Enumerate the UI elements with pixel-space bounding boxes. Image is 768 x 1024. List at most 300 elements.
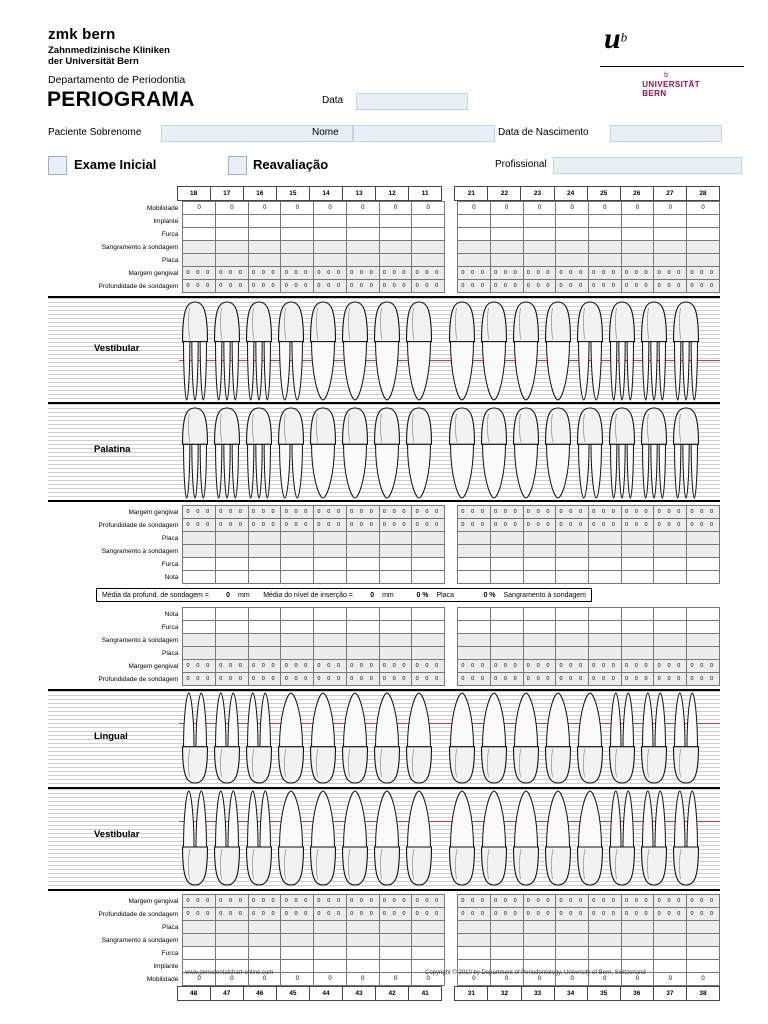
measurement-cell[interactable] — [412, 634, 445, 647]
measurement-cell[interactable] — [523, 241, 556, 254]
measurement-cell[interactable] — [314, 960, 347, 973]
measurement-cell[interactable]: 0 0 0 — [490, 506, 523, 519]
measurement-cell[interactable]: 0 0 0 — [621, 267, 654, 280]
measurement-cell[interactable] — [314, 921, 347, 934]
measurement-cell[interactable]: 0 0 0 — [588, 673, 621, 686]
measurement-cell[interactable] — [621, 254, 654, 267]
measurement-cell[interactable]: 0 — [458, 973, 491, 986]
measurement-cell[interactable] — [588, 254, 621, 267]
measurement-cell[interactable]: 0 0 0 — [314, 908, 347, 921]
measurement-cell[interactable]: 0 0 0 — [379, 895, 412, 908]
measurement-cell[interactable]: 0 — [346, 202, 379, 215]
measurement-cell[interactable] — [379, 571, 412, 584]
measurement-cell[interactable] — [346, 921, 379, 934]
measurement-cell[interactable]: 0 0 0 — [346, 280, 379, 293]
measurement-cell[interactable] — [281, 254, 314, 267]
measurement-cell[interactable]: 0 0 0 — [687, 267, 720, 280]
measurement-cell[interactable] — [654, 634, 687, 647]
measurement-cell[interactable] — [556, 634, 589, 647]
tooth-number[interactable]: 12 — [376, 187, 409, 201]
measurement-cell[interactable] — [556, 545, 589, 558]
measurement-cell[interactable] — [183, 647, 216, 660]
measurement-cell[interactable]: 0 — [379, 202, 412, 215]
measurement-cell[interactable] — [588, 934, 621, 947]
measurement-cell[interactable] — [654, 960, 687, 973]
measurement-cell[interactable] — [490, 621, 523, 634]
measurement-cell[interactable]: 0 — [523, 973, 556, 986]
tooth-number[interactable]: 28 — [686, 187, 719, 201]
measurement-cell[interactable] — [314, 934, 347, 947]
measurement-cell[interactable]: 0 0 0 — [248, 519, 281, 532]
measurement-cell[interactable] — [281, 647, 314, 660]
measurement-cell[interactable] — [556, 532, 589, 545]
measurement-cell[interactable] — [490, 934, 523, 947]
measurement-cell[interactable] — [412, 545, 445, 558]
measurement-cell[interactable]: 0 — [248, 202, 281, 215]
measurement-cell[interactable] — [654, 545, 687, 558]
measurement-cell[interactable] — [458, 634, 491, 647]
measurement-cell[interactable] — [654, 934, 687, 947]
tooth-number[interactable]: 34 — [554, 987, 587, 1001]
measurement-cell[interactable] — [458, 228, 491, 241]
measurement-cell[interactable]: 0 0 0 — [281, 908, 314, 921]
tooth-number[interactable]: 37 — [653, 987, 686, 1001]
measurement-cell[interactable] — [588, 241, 621, 254]
measurement-cell[interactable]: 0 0 0 — [588, 519, 621, 532]
measurement-cell[interactable] — [621, 545, 654, 558]
measurement-cell[interactable] — [523, 621, 556, 634]
measurement-cell[interactable] — [458, 558, 491, 571]
measurement-cell[interactable]: 0 0 0 — [183, 506, 216, 519]
measurement-cell[interactable] — [490, 921, 523, 934]
tooth-number[interactable]: 17 — [210, 187, 243, 201]
measurement-cell[interactable] — [412, 241, 445, 254]
measurement-cell[interactable] — [654, 228, 687, 241]
measurement-cell[interactable] — [458, 947, 491, 960]
measurement-cell[interactable] — [281, 558, 314, 571]
measurement-cell[interactable] — [523, 647, 556, 660]
measurement-cell[interactable]: 0 0 0 — [621, 660, 654, 673]
measurement-cell[interactable] — [621, 215, 654, 228]
measurement-cell[interactable] — [314, 545, 347, 558]
measurement-cell[interactable] — [248, 241, 281, 254]
measurement-cell[interactable] — [687, 571, 720, 584]
measurement-cell[interactable]: 0 0 0 — [556, 895, 589, 908]
measurement-cell[interactable] — [216, 608, 249, 621]
measurement-cell[interactable] — [248, 532, 281, 545]
measurement-cell[interactable]: 0 — [281, 202, 314, 215]
measurement-cell[interactable]: 0 0 0 — [621, 673, 654, 686]
measurement-cell[interactable] — [490, 215, 523, 228]
measurement-cell[interactable] — [687, 647, 720, 660]
measurement-cell[interactable]: 0 0 0 — [490, 660, 523, 673]
measurement-cell[interactable] — [314, 228, 347, 241]
measurement-cell[interactable]: 0 — [621, 973, 654, 986]
measurement-cell[interactable] — [248, 608, 281, 621]
measurement-cell[interactable]: 0 0 0 — [490, 895, 523, 908]
tooth-number[interactable]: 36 — [620, 987, 653, 1001]
measurement-cell[interactable] — [248, 558, 281, 571]
measurement-cell[interactable] — [216, 934, 249, 947]
measurement-cell[interactable] — [281, 545, 314, 558]
measurement-cell[interactable] — [621, 947, 654, 960]
tooth-number[interactable]: 18 — [177, 187, 210, 201]
measurement-cell[interactable] — [588, 228, 621, 241]
measurement-cell[interactable] — [556, 921, 589, 934]
measurement-cell[interactable] — [379, 960, 412, 973]
measurement-cell[interactable]: 0 0 0 — [523, 908, 556, 921]
measurement-cell[interactable] — [216, 921, 249, 934]
measurement-cell[interactable] — [523, 934, 556, 947]
measurement-cell[interactable]: 0 0 0 — [216, 519, 249, 532]
measurement-cell[interactable]: 0 0 0 — [412, 519, 445, 532]
measurement-cell[interactable]: 0 0 0 — [523, 506, 556, 519]
measurement-cell[interactable] — [314, 254, 347, 267]
measurement-cell[interactable]: 0 0 0 — [490, 267, 523, 280]
measurement-cell[interactable]: 0 0 0 — [588, 506, 621, 519]
measurement-cell[interactable] — [621, 608, 654, 621]
measurement-cell[interactable] — [281, 532, 314, 545]
measurement-cell[interactable] — [248, 228, 281, 241]
measurement-cell[interactable]: 0 0 0 — [687, 673, 720, 686]
measurement-cell[interactable] — [523, 571, 556, 584]
measurement-cell[interactable] — [216, 621, 249, 634]
measurement-cell[interactable] — [183, 532, 216, 545]
measurement-cell[interactable] — [621, 558, 654, 571]
measurement-cell[interactable] — [458, 921, 491, 934]
measurement-cell[interactable] — [346, 621, 379, 634]
professional-input[interactable] — [553, 157, 742, 174]
measurement-cell[interactable]: 0 0 0 — [621, 908, 654, 921]
tooth-number[interactable]: 47 — [210, 987, 243, 1001]
measurement-cell[interactable] — [621, 571, 654, 584]
measurement-cell[interactable]: 0 — [588, 973, 621, 986]
measurement-cell[interactable] — [490, 558, 523, 571]
measurement-cell[interactable] — [458, 215, 491, 228]
measurement-cell[interactable] — [216, 634, 249, 647]
measurement-cell[interactable] — [556, 254, 589, 267]
measurement-cell[interactable] — [654, 947, 687, 960]
tooth-number[interactable]: 38 — [686, 987, 719, 1001]
measurement-cell[interactable] — [314, 608, 347, 621]
measurement-cell[interactable] — [687, 241, 720, 254]
measurement-cell[interactable]: 0 0 0 — [523, 660, 556, 673]
measurement-cell[interactable]: 0 — [281, 973, 314, 986]
measurement-cell[interactable] — [248, 545, 281, 558]
measurement-cell[interactable] — [556, 947, 589, 960]
measurement-cell[interactable] — [412, 215, 445, 228]
measurement-cell[interactable]: 0 — [458, 202, 491, 215]
measurement-cell[interactable] — [379, 608, 412, 621]
measurement-cell[interactable] — [379, 228, 412, 241]
measurement-cell[interactable] — [412, 608, 445, 621]
measurement-cell[interactable]: 0 0 0 — [248, 660, 281, 673]
measurement-cell[interactable] — [588, 571, 621, 584]
measurement-cell[interactable] — [412, 934, 445, 947]
measurement-cell[interactable] — [346, 608, 379, 621]
measurement-cell[interactable] — [314, 558, 347, 571]
measurement-cell[interactable] — [687, 545, 720, 558]
tooth-number[interactable]: 16 — [243, 187, 276, 201]
measurement-cell[interactable]: 0 0 0 — [314, 506, 347, 519]
measurement-cell[interactable]: 0 0 0 — [687, 895, 720, 908]
measurement-cell[interactable]: 0 0 0 — [346, 673, 379, 686]
tooth-number[interactable]: 24 — [554, 187, 587, 201]
measurement-cell[interactable] — [379, 621, 412, 634]
lower-lingual-measurement-grid[interactable] — [48, 607, 720, 686]
measurement-cell[interactable] — [183, 621, 216, 634]
upper-measurement-grid[interactable] — [48, 201, 720, 293]
measurement-cell[interactable] — [621, 634, 654, 647]
measurement-cell[interactable] — [183, 634, 216, 647]
measurement-cell[interactable]: 0 0 0 — [458, 660, 491, 673]
tooth-number[interactable]: 42 — [376, 987, 409, 1001]
measurement-cell[interactable] — [654, 215, 687, 228]
measurement-cell[interactable] — [314, 621, 347, 634]
measurement-cell[interactable] — [687, 947, 720, 960]
measurement-cell[interactable] — [248, 921, 281, 934]
measurement-cell[interactable]: 0 0 0 — [621, 280, 654, 293]
measurement-cell[interactable] — [621, 228, 654, 241]
measurement-cell[interactable] — [216, 571, 249, 584]
measurement-cell[interactable] — [346, 634, 379, 647]
measurement-cell[interactable] — [379, 947, 412, 960]
measurement-cell[interactable]: 0 0 0 — [281, 267, 314, 280]
measurement-cell[interactable]: 0 0 0 — [556, 267, 589, 280]
measurement-cell[interactable] — [314, 571, 347, 584]
measurement-cell[interactable] — [281, 571, 314, 584]
measurement-cell[interactable] — [687, 215, 720, 228]
measurement-cell[interactable]: 0 0 0 — [248, 908, 281, 921]
initial-exam-checkbox[interactable] — [48, 156, 67, 175]
measurement-cell[interactable] — [412, 571, 445, 584]
measurement-cell[interactable] — [183, 228, 216, 241]
measurement-cell[interactable] — [216, 947, 249, 960]
measurement-cell[interactable]: 0 0 0 — [458, 519, 491, 532]
measurement-cell[interactable]: 0 0 0 — [281, 673, 314, 686]
tooth-number[interactable]: 41 — [409, 987, 442, 1001]
measurement-cell[interactable] — [183, 608, 216, 621]
measurement-cell[interactable] — [523, 608, 556, 621]
measurement-cell[interactable]: 0 — [621, 202, 654, 215]
measurement-cell[interactable]: 0 0 0 — [183, 673, 216, 686]
measurement-cell[interactable]: 0 0 0 — [183, 660, 216, 673]
measurement-cell[interactable] — [654, 558, 687, 571]
measurement-cell[interactable]: 0 0 0 — [412, 267, 445, 280]
measurement-cell[interactable] — [588, 215, 621, 228]
measurement-cell[interactable] — [687, 621, 720, 634]
measurement-cell[interactable]: 0 0 0 — [216, 267, 249, 280]
measurement-cell[interactable] — [556, 228, 589, 241]
measurement-cell[interactable] — [346, 558, 379, 571]
measurement-cell[interactable]: 0 0 0 — [314, 673, 347, 686]
measurement-cell[interactable] — [248, 254, 281, 267]
measurement-cell[interactable] — [379, 921, 412, 934]
measurement-cell[interactable] — [281, 215, 314, 228]
measurement-cell[interactable] — [654, 921, 687, 934]
measurement-cell[interactable] — [183, 921, 216, 934]
measurement-cell[interactable]: 0 0 0 — [523, 519, 556, 532]
measurement-cell[interactable]: 0 0 0 — [281, 660, 314, 673]
measurement-cell[interactable]: 0 0 0 — [490, 280, 523, 293]
measurement-cell[interactable]: 0 0 0 — [621, 895, 654, 908]
measurement-cell[interactable] — [588, 634, 621, 647]
measurement-cell[interactable]: 0 0 0 — [588, 895, 621, 908]
measurement-cell[interactable]: 0 0 0 — [281, 519, 314, 532]
tooth-number[interactable]: 11 — [409, 187, 442, 201]
measurement-cell[interactable] — [248, 634, 281, 647]
measurement-cell[interactable]: 0 0 0 — [183, 519, 216, 532]
tooth-number[interactable]: 14 — [309, 187, 342, 201]
measurement-cell[interactable]: 0 0 0 — [588, 280, 621, 293]
measurement-cell[interactable]: 0 — [556, 202, 589, 215]
measurement-cell[interactable] — [216, 558, 249, 571]
measurement-cell[interactable] — [556, 215, 589, 228]
measurement-cell[interactable] — [588, 921, 621, 934]
measurement-cell[interactable]: 0 0 0 — [654, 673, 687, 686]
measurement-cell[interactable]: 0 — [490, 202, 523, 215]
measurement-cell[interactable]: 0 0 0 — [183, 280, 216, 293]
measurement-cell[interactable]: 0 0 0 — [654, 280, 687, 293]
measurement-cell[interactable] — [412, 647, 445, 660]
measurement-cell[interactable]: 0 0 0 — [556, 660, 589, 673]
measurement-cell[interactable] — [490, 254, 523, 267]
measurement-cell[interactable] — [281, 228, 314, 241]
measurement-cell[interactable] — [183, 558, 216, 571]
tooth-number[interactable]: 22 — [488, 187, 521, 201]
measurement-cell[interactable]: 0 0 0 — [556, 506, 589, 519]
measurement-cell[interactable]: 0 — [314, 202, 347, 215]
measurement-cell[interactable] — [281, 608, 314, 621]
measurement-cell[interactable] — [314, 634, 347, 647]
measurement-cell[interactable] — [412, 621, 445, 634]
measurement-cell[interactable] — [523, 254, 556, 267]
tooth-number[interactable]: 21 — [455, 187, 488, 201]
measurement-cell[interactable] — [379, 241, 412, 254]
measurement-cell[interactable] — [248, 215, 281, 228]
measurement-cell[interactable] — [314, 947, 347, 960]
measurement-cell[interactable] — [248, 571, 281, 584]
measurement-cell[interactable] — [490, 571, 523, 584]
measurement-cell[interactable]: 0 0 0 — [458, 267, 491, 280]
measurement-cell[interactable]: 0 0 0 — [654, 519, 687, 532]
measurement-cell[interactable] — [523, 947, 556, 960]
measurement-cell[interactable]: 0 0 0 — [412, 280, 445, 293]
measurement-cell[interactable] — [458, 621, 491, 634]
measurement-cell[interactable] — [281, 934, 314, 947]
measurement-cell[interactable]: 0 0 0 — [523, 895, 556, 908]
measurement-cell[interactable] — [216, 254, 249, 267]
tooth-number[interactable]: 25 — [587, 187, 620, 201]
measurement-cell[interactable]: 0 — [556, 973, 589, 986]
measurement-cell[interactable] — [588, 532, 621, 545]
measurement-cell[interactable] — [523, 532, 556, 545]
measurement-cell[interactable]: 0 0 0 — [687, 660, 720, 673]
measurement-cell[interactable] — [412, 947, 445, 960]
measurement-cell[interactable] — [379, 545, 412, 558]
measurement-cell[interactable]: 0 0 0 — [281, 280, 314, 293]
measurement-cell[interactable] — [281, 621, 314, 634]
measurement-cell[interactable] — [556, 558, 589, 571]
measurement-cell[interactable] — [556, 608, 589, 621]
measurement-cell[interactable] — [687, 934, 720, 947]
measurement-cell[interactable] — [490, 947, 523, 960]
measurement-cell[interactable] — [523, 558, 556, 571]
measurement-cell[interactable] — [281, 241, 314, 254]
measurement-cell[interactable] — [248, 647, 281, 660]
measurement-cell[interactable]: 0 — [183, 973, 216, 986]
measurement-cell[interactable] — [654, 647, 687, 660]
measurement-cell[interactable]: 0 — [490, 973, 523, 986]
measurement-cell[interactable] — [183, 241, 216, 254]
measurement-cell[interactable] — [588, 558, 621, 571]
measurement-cell[interactable] — [183, 545, 216, 558]
measurement-cell[interactable] — [248, 621, 281, 634]
measurement-cell[interactable] — [490, 532, 523, 545]
measurement-cell[interactable]: 0 0 0 — [346, 519, 379, 532]
measurement-cell[interactable] — [346, 571, 379, 584]
tooth-number[interactable]: 13 — [342, 187, 375, 201]
measurement-cell[interactable] — [458, 608, 491, 621]
measurement-cell[interactable]: 0 0 0 — [379, 519, 412, 532]
measurement-cell[interactable]: 0 0 0 — [687, 519, 720, 532]
measurement-cell[interactable]: 0 — [654, 202, 687, 215]
measurement-cell[interactable]: 0 0 0 — [346, 908, 379, 921]
measurement-cell[interactable]: 0 0 0 — [654, 267, 687, 280]
measurement-cell[interactable] — [248, 934, 281, 947]
measurement-cell[interactable] — [588, 947, 621, 960]
measurement-cell[interactable] — [281, 634, 314, 647]
measurement-cell[interactable]: 0 0 0 — [588, 660, 621, 673]
measurement-cell[interactable]: 0 0 0 — [346, 506, 379, 519]
measurement-cell[interactable] — [216, 647, 249, 660]
measurement-cell[interactable]: 0 0 0 — [248, 267, 281, 280]
measurement-cell[interactable]: 0 0 0 — [458, 506, 491, 519]
measurement-cell[interactable]: 0 0 0 — [458, 895, 491, 908]
measurement-cell[interactable] — [216, 228, 249, 241]
measurement-cell[interactable]: 0 — [183, 202, 216, 215]
measurement-cell[interactable] — [654, 571, 687, 584]
measurement-cell[interactable]: 0 0 0 — [654, 506, 687, 519]
measurement-cell[interactable] — [556, 621, 589, 634]
measurement-cell[interactable] — [654, 254, 687, 267]
measurement-cell[interactable]: 0 0 0 — [281, 506, 314, 519]
measurement-cell[interactable]: 0 0 0 — [379, 506, 412, 519]
measurement-cell[interactable] — [281, 960, 314, 973]
measurement-cell[interactable]: 0 0 0 — [490, 908, 523, 921]
measurement-cell[interactable]: 0 0 0 — [523, 267, 556, 280]
measurement-cell[interactable] — [346, 947, 379, 960]
measurement-cell[interactable]: 0 0 0 — [216, 908, 249, 921]
measurement-cell[interactable] — [621, 647, 654, 660]
measurement-cell[interactable]: 0 0 0 — [248, 280, 281, 293]
measurement-cell[interactable]: 0 0 0 — [687, 280, 720, 293]
measurement-cell[interactable] — [588, 621, 621, 634]
measurement-cell[interactable]: 0 0 0 — [687, 908, 720, 921]
measurement-cell[interactable]: 0 0 0 — [216, 895, 249, 908]
measurement-cell[interactable] — [183, 571, 216, 584]
measurement-cell[interactable]: 0 0 0 — [314, 660, 347, 673]
measurement-cell[interactable] — [687, 608, 720, 621]
measurement-cell[interactable] — [621, 921, 654, 934]
measurement-cell[interactable]: 0 0 0 — [412, 908, 445, 921]
measurement-cell[interactable] — [379, 558, 412, 571]
measurement-cell[interactable]: 0 0 0 — [588, 267, 621, 280]
measurement-cell[interactable]: 0 0 0 — [314, 280, 347, 293]
measurement-cell[interactable] — [216, 241, 249, 254]
measurement-cell[interactable]: 0 0 0 — [621, 519, 654, 532]
measurement-cell[interactable]: 0 0 0 — [654, 660, 687, 673]
